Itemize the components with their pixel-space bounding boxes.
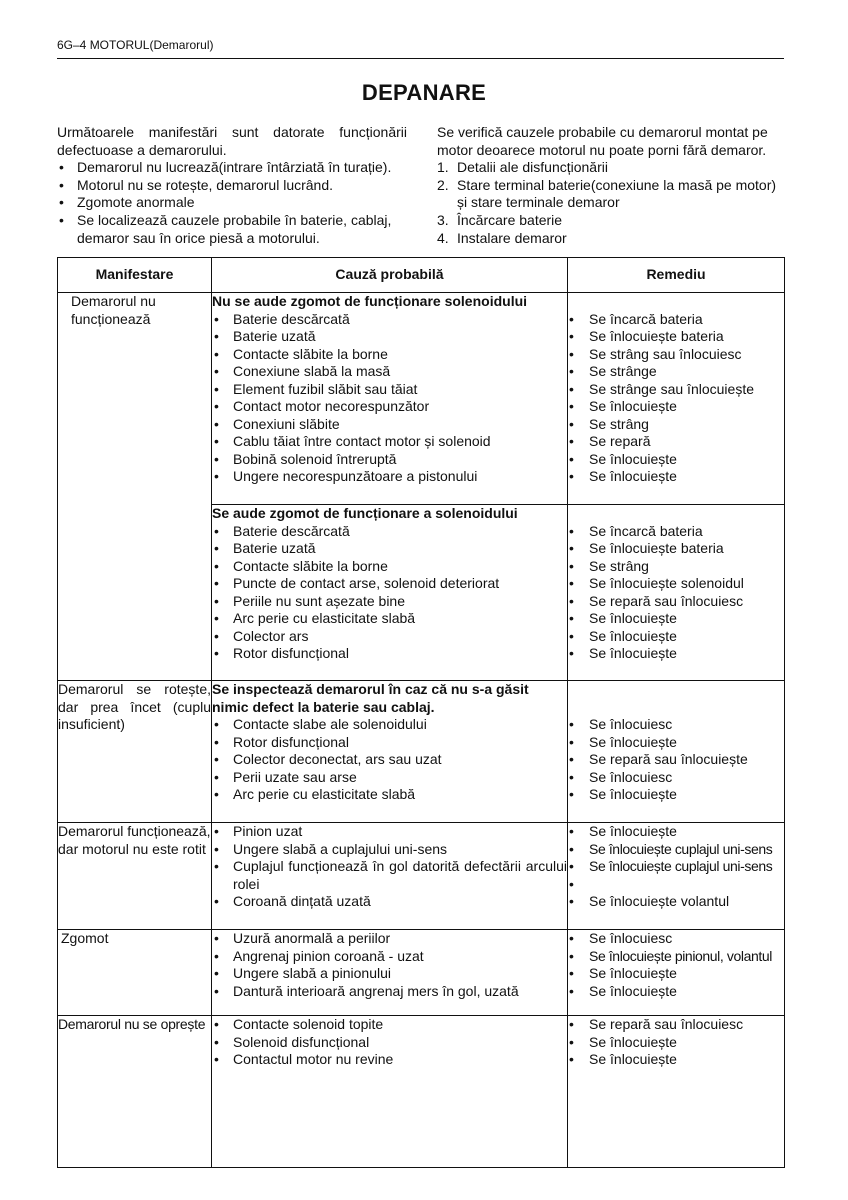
remedy-list [568,716,784,804]
cause-group-heading: Nu se aude zgomot de funcționare solenoidului [212,293,528,309]
list-item: • Se înlocuiește [568,786,784,804]
cause-list [212,716,567,804]
list-item: • Se înlocuiește solenoidul [568,575,784,593]
list-item: • Se înlocuiește [568,398,784,416]
list-item: • Bobină solenoid întreruptă [212,451,567,469]
cause-list [212,311,567,486]
list-item: • Motorul nu se rotește, demarorul lucrând. [57,177,407,195]
remedy-list [568,311,784,486]
table-row [58,293,785,505]
list-item: • Se strânge [568,363,784,381]
list-item: • Se strâng [568,416,784,434]
list-item: • Se înlocuiește bateria [568,328,784,346]
cause-list [212,523,567,663]
list-item: • Baterie uzată [212,328,567,346]
list-item: • Contacte solenoid topite [212,1016,567,1034]
cause-cell [212,930,568,1016]
list-item: • Pinion uzat [212,823,567,841]
list-item: • Se înlocuiește volantul [568,893,784,911]
list-item: • Uzură anormală a periilor [212,930,567,948]
remedy-list [568,1016,784,1069]
table-row [58,823,785,930]
cause-group-heading: Se aude zgomot de funcționare a solenoidului [212,505,518,521]
manifestation-cell: Demarorul se rotește, dar prea încet (cuplu insuficient) [58,681,212,823]
list-item: • Conexiune slabă la masă [212,363,567,381]
step-number: 2. [437,176,449,193]
manifestation-cell: Demarorul nu se oprește [58,1016,212,1168]
remedy-cell [568,1016,785,1168]
list-item: • Ungere slabă a pinionului [212,965,567,983]
remedy-cell [568,681,785,823]
list-item: • Baterie descărcată [212,523,567,541]
list-item: • Perii uzate sau arse [212,769,567,787]
header-rule [57,58,784,59]
remedy-cell [568,930,785,1016]
list-item: • Se încarcă bateria [568,311,784,329]
running-header: 6G–4 MOTORUL(Demarorul) [57,38,214,52]
list-item [437,177,787,212]
remedy-list [568,523,784,663]
intro-left-column [57,124,407,247]
list-item: • Se înlocuiesc [568,769,784,787]
list-item: • Cuplajul funcționează în gol datorită defectării arcului rolei [212,858,567,893]
step-text: Încărcare baterie [457,211,563,228]
list-item: • Se înlocuiește [568,983,784,1001]
list-item: • Coroană dințată uzată [212,893,567,911]
list-item: • Se înlocuiește [568,610,784,628]
step-number: 1. [437,159,449,176]
list-item: • Dantură interioară angrenaj mers în gol, uzată [212,983,567,1001]
table-row [58,930,785,1016]
page-title: DEPANARE [361,80,487,105]
cause-list [212,930,567,1000]
manifestation-cell: Zgomot [58,930,212,1016]
list-item: • Se înlocuiește [568,645,784,663]
list-item: • Se înlocuiește [568,734,784,752]
list-item: • Arc perie cu elasticitate slabă [212,786,567,804]
list-item: • Rotor disfuncțional [212,645,567,663]
list-item: • Zgomote anormale [57,194,407,212]
intro-right-column [437,124,787,247]
list-item: • Se strâng [568,558,784,576]
list-item: • Solenoid disfuncțional [212,1034,567,1052]
list-item: • Se repară sau înlocuiește [568,751,784,769]
list-item: • Se înlocuiește cuplajul uni-sens [568,858,784,876]
list-item: • Periile nu sunt așezate bine [212,593,567,611]
cause-cell [212,823,568,930]
intro-left-bullets [57,159,407,247]
cause-cell [212,1016,568,1168]
step-number: 4. [437,229,449,246]
intro-right-steps [437,159,787,247]
list-item: • Ungere slabă a cuplajului uni-sens [212,841,567,859]
remedy-cell [568,293,785,505]
list-item: • Se înlocuiește bateria [568,540,784,558]
remedy-list [568,930,784,1000]
list-item: • Baterie descărcată [212,311,567,329]
manifestation-cell: Demarorul funcționează, dar motorul nu este rotit [58,823,212,930]
list-item: • Se înlocuiesc [568,716,784,734]
column-header-cause: Cauză probabilă [212,258,568,293]
intro-right-paragraph: Se verifică cauzele probabile cu demarorul montat pe motor deoarece motorul nu poate porni fără demaror. [437,124,768,158]
list-item: • Ungere necorespunzătoare a pistonului [212,468,567,486]
list-item: • Se înlocuiește [568,628,784,646]
cause-group-heading: Se inspectează demarorul în caz că nu s-a găsit nimic defect la baterie sau cablaj. [212,681,529,715]
list-item: • Se localizează cauzele probabile în baterie, cablaj, demaror sau în orice piesă a motorului. [57,212,407,247]
list-item: • Colector ars [212,628,567,646]
column-header-remedy: Remediu [568,258,785,293]
list-item [437,212,787,230]
list-item: • Contactul motor nu revine [212,1051,567,1069]
step-number: 3. [437,211,449,228]
list-item: • Se înlocuiește [568,965,784,983]
list-item: • Contacte slabe ale solenoidului [212,716,567,734]
list-item: • Se înlocuiește [568,451,784,469]
table-row [58,1016,785,1168]
list-item: • Rotor disfuncțional [212,734,567,752]
list-item: • Se repară sau înlocuiesc [568,593,784,611]
step-text: Stare terminal baterie(conexiune la masă pe motor) și stare terminale demaror [457,176,777,211]
table-row [58,681,785,823]
remedy-list [568,823,784,911]
list-item: • Se înlocuiește cuplajul uni-sens [568,841,784,859]
list-item: • Se strâng sau înlocuiesc [568,346,784,364]
list-item: • Cablu tăiat între contact motor și solenoid [212,433,567,451]
cause-list [212,1016,567,1069]
list-item: • Baterie uzată [212,540,567,558]
list-item: • Arc perie cu elasticitate slabă [212,610,567,628]
list-item: • Element fuzibil slăbit sau tăiat [212,381,567,399]
remedy-cell [568,505,785,681]
column-header-manifestation: Manifestare [58,258,212,293]
list-item: • Colector deconectat, ars sau uzat [212,751,567,769]
list-item: • Se înlocuiește [568,1051,784,1069]
cause-list [212,823,567,911]
list-item: • Se înlocuiește [568,823,784,841]
list-item: • Se înlocuiește [568,1034,784,1052]
step-text: Instalare demaror [457,229,567,246]
troubleshooting-table [57,257,785,1168]
list-item: • Se repară sau înlocuiesc [568,1016,784,1034]
step-text: Detalii ale disfuncționării [457,159,608,176]
list-item: • Se înlocuiesc [568,930,784,948]
list-item: • Contacte slăbite la borne [212,558,567,576]
list-item: • Contact motor necorespunzător [212,398,567,416]
list-item: • Puncte de contact arse, solenoid deteriorat [212,575,567,593]
cause-cell [212,681,568,823]
list-item: • Angrenaj pinion coroană - uzat [212,948,567,966]
list-item: • Se înlocuiește [568,468,784,486]
list-item: • Se repară [568,433,784,451]
manifestation-cell: Demarorul nu funcționează [58,293,212,681]
remedy-cell [568,823,785,930]
table-header-row [58,258,785,293]
list-item [437,230,787,248]
list-item: • Demarorul nu lucrează(intrare întârziată în turație). [57,159,407,177]
list-item: • Se strânge sau înlocuiește [568,381,784,399]
list-item: • Se înlocuiește pinionul, volantul [568,948,784,966]
list-item [437,159,787,177]
list-item: • Conexiuni slăbite [212,416,567,434]
list-item: • Se încarcă bateria [568,523,784,541]
intro-left-paragraph: Următoarele manifestări sunt datorate funcționării defectuoase a demarorului. [57,124,407,158]
cause-cell [212,293,568,505]
cause-cell [212,505,568,681]
list-item: • Contacte slăbite la borne [212,346,567,364]
